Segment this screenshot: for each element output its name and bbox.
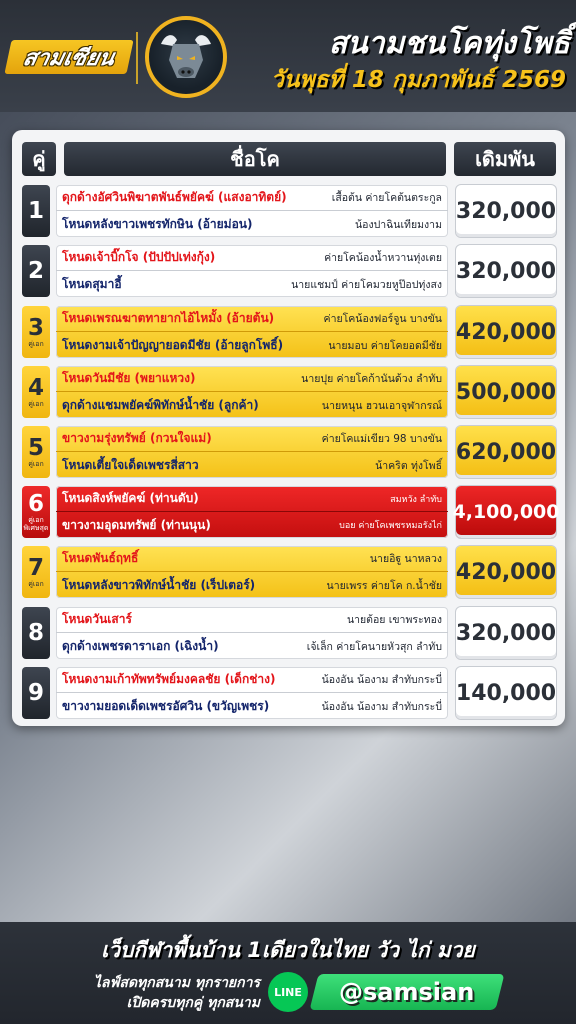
top-cock-line (56, 426, 448, 452)
top-cock-owner: น้องอัน น้องาม สำทับกระบี่ (321, 674, 442, 686)
bottom-cock-name: ขาวงามยอดเด็ดเพชรอัศวิน (ขวัญเพชร) (62, 698, 270, 713)
logo-divider (136, 32, 138, 84)
top-cock-name: ดุกด้างอัศวินพิฆาตพันธ์พยัคฆ์ (แสงอาทิตย์) (62, 190, 287, 204)
header-pair: คู่ (22, 142, 56, 176)
pair-number-value: 9 (27, 680, 44, 706)
line-app-icon[interactable] (268, 972, 308, 1012)
bottom-cock-line (56, 392, 448, 418)
top-cock-line (56, 185, 448, 211)
bottom-cock-line (56, 693, 448, 719)
pair-number-value: 6 (27, 491, 44, 517)
bottom-cock-owner: นายแชมป์ ค่ายโคมวยหูป๊อปทุ่งสง (291, 278, 442, 291)
pair-number (22, 546, 50, 598)
header-name: ชื่อโค (64, 142, 446, 176)
top-cock-owner: ค่ายโคน้องฟอร์จูน บางขัน (323, 313, 442, 325)
pair-number (22, 185, 50, 237)
pair-number-value: 4 (27, 375, 44, 401)
pair-number (22, 607, 50, 659)
brand-logo[interactable] (4, 40, 133, 74)
bottom-cock-owner: นายเพรร ค่ายโค ก.น้ำชัย (326, 579, 442, 592)
cock-names (56, 245, 448, 297)
bottom-cock-name: โหนดหลังขาวเพชรทักษิน (อ้ายม่อน) (62, 216, 253, 231)
bet-amount: 420,000 (456, 306, 556, 358)
bottom-cock-line (56, 633, 448, 659)
pair-number (22, 245, 50, 297)
top-cock-line (56, 306, 448, 332)
top-cock-owner: นายปุย ค่ายโคก้านันด้วง ลำทับ (301, 373, 442, 385)
bet-amount: 140,000 (456, 667, 556, 719)
cock-names (56, 546, 448, 598)
bottom-cock-line (56, 332, 448, 358)
top-cock-name: โหนดพันธ์ฤทธิ์ (62, 551, 139, 565)
top-cock-name: โหนดเจ้าบิ๊กโจ (ปัปปัปเท่งกุ้ง) (62, 250, 216, 264)
bottom-cock-owner: เจ้เล็ก ค่ายโคนายหัวสุก ลำทับ (306, 640, 442, 653)
pair-number (22, 366, 50, 418)
bottom-cock-owner: นายหนุน ฮวนเอาจุฬากรณ์ (321, 399, 442, 412)
match-row (22, 306, 555, 358)
match-table (12, 130, 565, 726)
bottom-cock-name: โหนดงามเจ้าปัญญายอดมีชัย (อ้ายลูกโพธิ์) (62, 337, 284, 352)
footer-line-2: เปิดครบทุกคู่ ทุกสนาม (126, 995, 260, 1011)
pair-tier-label: คู่เอก (28, 580, 44, 588)
top-cock-owner: นายอิฐู นาหลวง (369, 553, 442, 565)
top-cock-owner: สมหวัง ลำทับ (390, 494, 442, 505)
bet-amount: 420,000 (456, 546, 556, 598)
bottom-cock-line (56, 271, 448, 297)
bet-amount: 4,100,000 (456, 486, 556, 538)
top-cock-owner: ค่ายโคแม่เขียว 98 บางขัน (321, 433, 442, 445)
page-title: สนามชนโคทุ่งโพธิ์ (328, 26, 570, 61)
pair-tier-label: คู่เอก (28, 340, 44, 348)
bottom-cock-name: ดุกด้างเพชรดาราเอก (เฉิงน้ำ) (62, 638, 219, 653)
pair-number-value: 2 (27, 258, 44, 284)
bottom-cock-name: โหนดเตี้ยใจเด็ดเพชรสี่สาว (62, 457, 199, 472)
match-row (22, 366, 555, 418)
bet-amount: 620,000 (456, 426, 556, 478)
match-row (22, 486, 560, 538)
top-cock-owner: ค่ายโคน้องน้ำหวานทุ่งเตย (324, 252, 442, 264)
bull-logo-icon (145, 16, 227, 98)
top-cock-name: ขาวงามรุ่งทรัพย์ (กวนใจแม่) (62, 431, 212, 445)
top-cock-line (56, 667, 448, 693)
bottom-cock-line (56, 572, 448, 598)
top-cock-line (56, 546, 448, 572)
bottom-cock-owner: น้าคริต ทุ่งโพธิ์ (375, 459, 442, 472)
match-row (22, 426, 555, 478)
match-row (22, 245, 555, 297)
bottom-cock-name: โหนดหลังขาวพิทักษ์น้ำชัย (เร็ปเตอร์) (62, 577, 256, 592)
cock-names (56, 667, 448, 719)
brand-name: สามเซียน (20, 45, 117, 71)
bottom-cock-owner: นายมอบ ค่ายโคยอดมีชัย (328, 339, 442, 352)
top-cock-line (56, 245, 448, 271)
bottom-cock-name: โหนดสุมาอี้ (62, 276, 122, 291)
pair-tier-label: คู่เอก พิเศษสุด (23, 516, 49, 532)
pair-number-value: 3 (27, 315, 44, 341)
pair-number-value: 5 (27, 435, 44, 461)
line-handle: @samsian (339, 978, 475, 1006)
bet-amount: 320,000 (456, 185, 556, 237)
match-row (22, 667, 555, 719)
cock-names (56, 366, 448, 418)
pair-number (22, 426, 50, 478)
pair-number-value: 7 (27, 555, 44, 581)
cock-names (56, 426, 448, 478)
match-row (22, 185, 555, 237)
bottom-cock-line (56, 211, 448, 237)
top-cock-owner: นายต้อย เขาพระทอง (346, 614, 442, 626)
bottom-cock-line (56, 512, 448, 538)
bet-amount: 500,000 (456, 366, 556, 418)
pair-tier-label: คู่เอก (28, 400, 44, 408)
top-cock-name: โหนดสิงห์พยัคฆ์ (ท่านดับ) (62, 491, 199, 505)
header-bet: เดิมพัน (454, 142, 556, 176)
cock-names (56, 306, 448, 358)
top-cock-line (56, 366, 448, 392)
top-cock-name: โหนดวันมีชัย (พยาแหวง) (62, 371, 196, 385)
match-row (22, 607, 555, 659)
bottom-cock-line (56, 452, 448, 478)
top-cock-line (56, 607, 448, 633)
line-handle-button[interactable] (310, 974, 505, 1010)
pair-tier-label: คู่เอก (28, 460, 44, 468)
cock-names (56, 486, 448, 538)
bottom-cock-owner: น้องอัน น้องาม สำทับกระบี่ (321, 700, 442, 713)
top-cock-owner: เสื้อต้น ค่ายโคต้นตระกูล (331, 192, 442, 204)
bottom-cock-owner: น้องปาฉินเทียมงาม (354, 218, 442, 231)
top-cock-line (56, 486, 448, 512)
top-cock-name: โหนดงามเก้าทัพทรัพย์มงคลชัย (เด็กช่าง) (62, 672, 276, 686)
bottom-cock-name: ดุกด้างแชมพยัคฆ์พิทักษ์น้ำชัย (ลูกค้า) (62, 397, 259, 412)
bet-amount: 320,000 (456, 607, 556, 659)
line-icon-label: LINE (274, 985, 302, 999)
pair-number (22, 667, 50, 719)
footer-line-1: ไลฟ์สดทุกสนาม ทุกรายการ (93, 975, 260, 991)
pair-number-value: 1 (27, 198, 44, 224)
pair-number (22, 306, 50, 358)
top-cock-name: โหนดวันเสาร์ (62, 612, 132, 626)
top-cock-name: โหนดเพรณฆาตทายากไอ้ไหมั้ง (อ้ายต้น) (62, 311, 275, 325)
event-date: วันพุธที่ 18 กุมภาพันธ์ 2569 (270, 67, 566, 93)
cock-names (56, 607, 448, 659)
bet-amount: 320,000 (456, 245, 556, 297)
bottom-cock-owner: บอย ค่ายโคเพชรหมอรังไก่ (339, 521, 442, 531)
pair-number-value: 8 (27, 620, 44, 646)
bottom-cock-name: ขาวงามอุดมทรัพย์ (ท่านนุน) (62, 517, 211, 532)
pair-number (22, 486, 50, 538)
match-row (22, 546, 555, 598)
cock-names (56, 185, 448, 237)
footer-tagline: เว็บกีฬาพื้นบ้าน 1เดียวในไทย วัว ไก่ มวย (101, 938, 475, 962)
